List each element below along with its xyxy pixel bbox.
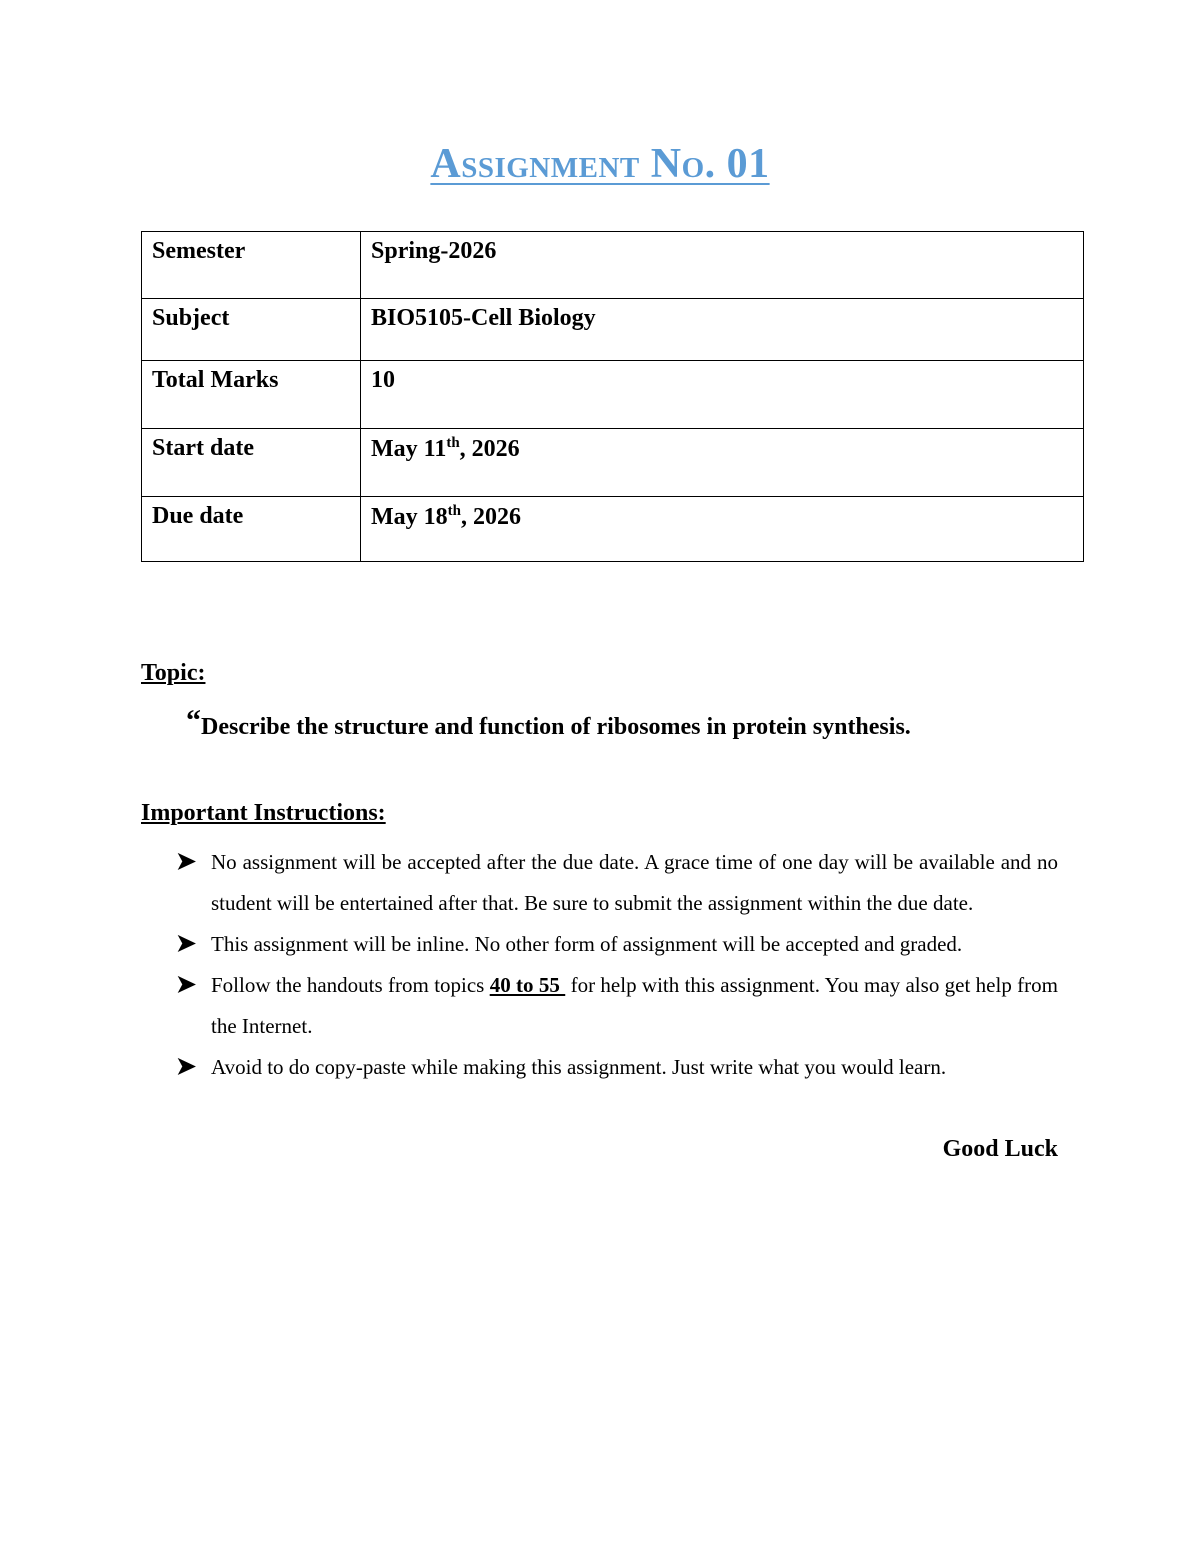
assignment-info-table (141, 231, 1084, 562)
start-date-year: , 2026 (459, 436, 520, 462)
instruction-text: No assignment will be accepted after the due date. A grace time of one day will be available and no student will be entertained after that. Be sure to submit the assignment within the due date. (211, 850, 1058, 915)
table-row (142, 361, 1084, 429)
arrow-bullet-icon: ➤ (176, 1054, 197, 1080)
list-item (176, 1047, 1058, 1088)
semester-label: Semester (142, 232, 361, 299)
due-date-day: May 18 (371, 504, 448, 530)
subject-value: BIO5105-Cell Biology (361, 299, 1084, 361)
topics-range: 40 to 55 (489, 973, 566, 997)
due-date-value (361, 497, 1084, 562)
due-date-year: , 2026 (461, 504, 521, 530)
arrow-bullet-icon: ➤ (176, 972, 197, 998)
instructions-heading: Important Instructions: (141, 800, 386, 826)
instruction-text-before: Follow the handouts from topics (211, 973, 490, 997)
subject-label: Subject (142, 299, 361, 361)
instructions-list (176, 842, 1058, 1088)
open-quote: “ (186, 704, 201, 737)
arrow-bullet-icon: ➤ (176, 931, 197, 957)
list-item (176, 842, 1058, 924)
page-title: Assignment No. 01 (430, 141, 770, 187)
list-item (176, 965, 1058, 1047)
semester-value: Spring-2026 (361, 232, 1084, 299)
table-row (142, 232, 1084, 299)
table-row (142, 497, 1084, 562)
total-marks-label: Total Marks (142, 361, 361, 429)
start-date-label: Start date (142, 429, 361, 497)
topic-heading: Topic: (141, 660, 206, 686)
due-date-label: Due date (142, 497, 361, 562)
total-marks-value: 10 (361, 361, 1084, 429)
table-row (142, 299, 1084, 361)
list-item (176, 924, 1058, 965)
start-date-value (361, 429, 1084, 497)
start-date-ordinal: th (446, 435, 460, 451)
due-date-ordinal: th (447, 503, 461, 519)
start-date-day: May 11 (371, 436, 447, 462)
topic-text (186, 704, 911, 742)
arrow-bullet-icon: ➤ (176, 849, 197, 875)
instruction-text-after: for help with this assignment. You may also get help from the Internet. (211, 973, 1058, 1038)
table-row (142, 429, 1084, 497)
instruction-text: This assignment will be inline. No other form of assignment will be accepted and graded. (211, 932, 963, 956)
closing-text: Good Luck (942, 1136, 1058, 1162)
topic-question: Describe the structure and function of ribosomes in protein synthesis. (201, 714, 911, 740)
instruction-text: Avoid to do copy-paste while making this assignment. Just write what you would learn. (211, 1055, 947, 1079)
